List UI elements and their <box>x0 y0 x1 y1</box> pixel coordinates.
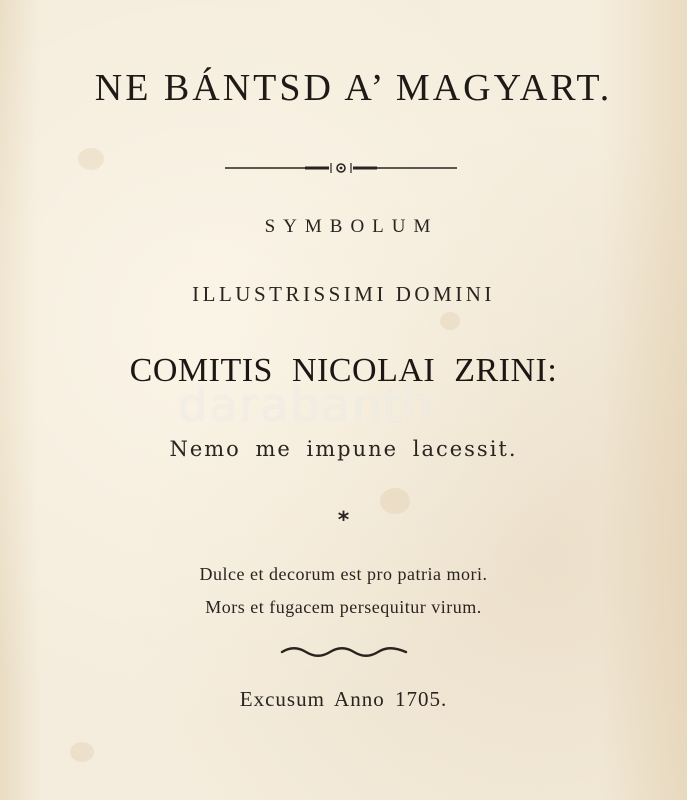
ornamental-rule <box>225 160 457 176</box>
paper-stain <box>440 312 460 330</box>
watermark: darabanth <box>178 378 435 432</box>
asterisk-ornament: * <box>337 508 350 533</box>
verse-line-2: Mors et fugacem persequitur virum. <box>205 597 482 617</box>
verse-line-1: Dulce et decorum est pro patria mori. <box>199 564 488 584</box>
illustrissimi-line: ILLUSTRISSIMI DOMINI <box>192 282 495 306</box>
symbolum-heading: SYMBOLUM <box>264 216 439 237</box>
imprint-line: Excusum Anno 1705. <box>239 687 448 711</box>
wave-flourish <box>280 646 408 658</box>
paper-stain <box>78 148 104 170</box>
comitis-line: COMITIS NICOLAI ZRINI: <box>129 352 558 389</box>
page-title: NE BÁNTSD A’ MAGYART. <box>94 67 613 109</box>
paper-stain <box>70 742 94 762</box>
motto-line: Nemo me impune lacessit. <box>169 437 518 461</box>
